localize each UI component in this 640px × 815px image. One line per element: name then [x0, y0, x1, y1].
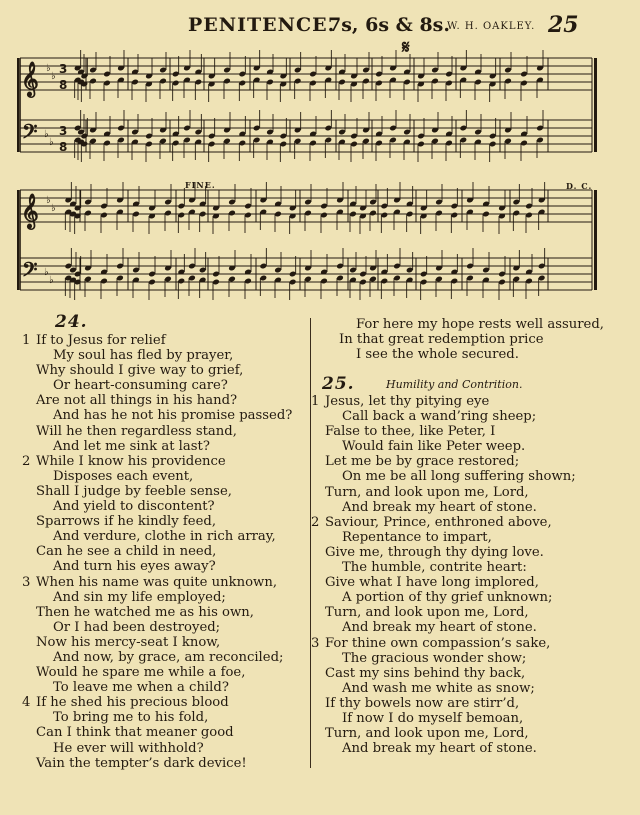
verse-number: 1: [22, 333, 31, 348]
verse-text: Turn, and look upon me, Lord,: [325, 484, 529, 500]
flat-icon: ♭: [51, 203, 56, 214]
verse-text: And has he not his promise passed?: [53, 408, 293, 424]
verse-line: [22, 710, 307, 725]
verse-number: 3: [311, 635, 320, 651]
verse-line: [22, 408, 307, 423]
treble-clef-icon: 𝄞: [21, 194, 39, 229]
verse-line: [22, 620, 307, 635]
verse-line: [311, 469, 611, 484]
verse-text: Saviour, Prince, enthroned above,: [325, 514, 552, 530]
flat-icon: ♭: [46, 195, 51, 206]
treble-clef-icon: 𝄞: [21, 62, 39, 97]
verse-text: A portion of thy grief unknown;: [342, 590, 553, 606]
verse-text: To leave me when a child?: [53, 680, 229, 696]
verse-text: Cast my sins behind thy back,: [325, 665, 526, 681]
verse-line: [22, 544, 307, 559]
music-notation: [0, 0, 640, 310]
verse-line: [311, 439, 611, 454]
verse-text: Give me, through thy dying love.: [325, 544, 544, 560]
verse-text: Would he spare me while a foe,: [36, 665, 246, 681]
verse-line: [22, 680, 307, 695]
verse-text: He ever will withhold?: [53, 740, 204, 756]
verse-text: If now I do myself bemoan,: [342, 710, 524, 726]
verse-text: For here my hope rests well assured,: [356, 317, 604, 332]
verse-line: [22, 484, 307, 499]
verse-line: [325, 317, 625, 332]
verse-text: Then he watched me as his own,: [36, 604, 254, 620]
verse-line: [311, 409, 611, 424]
final-bar-thick: [594, 190, 597, 290]
verse-line: [311, 500, 611, 515]
verse-line: [22, 756, 307, 771]
hymn-25-text: [311, 394, 611, 756]
verse-number: 2: [22, 453, 31, 469]
dc-label: D. C.: [566, 181, 593, 191]
verse-text: Turn, and look upon me, Lord,: [325, 726, 529, 742]
verse-line: [311, 575, 611, 590]
verse-text: Sparrows if he kindly feed,: [36, 514, 217, 530]
verse-text: Call back a wand’ring sheep;: [342, 409, 537, 425]
verse-text: On me be all long suffering shown;: [342, 469, 576, 485]
hymn-24-continued-text: [325, 317, 625, 362]
verse-line: [22, 725, 307, 740]
verse-line: [311, 530, 611, 545]
verse-line: [311, 515, 611, 530]
verse-line: [22, 559, 307, 574]
verse-text: If thy bowels now are stirr’d,: [325, 695, 520, 711]
verse-text: And let me sink at last?: [53, 438, 210, 454]
verse-line: [22, 378, 307, 393]
verse-text: If he shed his precious blood: [36, 695, 229, 711]
verse-line: [22, 454, 307, 469]
verse-text: And sin my life employed;: [53, 589, 226, 605]
verse-line: [311, 681, 611, 696]
verse-line: [22, 439, 307, 454]
verse-text: The humble, contrite heart:: [342, 560, 527, 576]
verse-text: To bring me to his fold,: [53, 710, 209, 726]
fine-label: FINE.: [185, 180, 216, 190]
verse-text: Jesus, let thy pitying eye: [325, 394, 490, 409]
verse-text: And now, by grace, am reconciled;: [53, 649, 284, 665]
verse-line: [311, 726, 611, 741]
verse-text: Or heart-consuming care?: [53, 378, 228, 394]
verse-line: [22, 469, 307, 484]
verse-line: [22, 635, 307, 650]
verse-text: False to thee, like Peter, I: [325, 424, 496, 440]
verse-number: 1: [311, 394, 320, 409]
bass-clef-icon: 𝄢: [22, 120, 38, 148]
hymn-tune-title: PENITENCE.: [188, 14, 336, 36]
system-brace: [17, 190, 19, 290]
verse-text: Or I had been destroyed;: [53, 619, 221, 635]
verse-text: And break my heart of stone.: [342, 499, 537, 515]
time-signature-top: 3: [59, 124, 68, 138]
verse-text: For thine own compassion’s sake,: [325, 635, 551, 651]
verse-line: [311, 545, 611, 560]
final-bar-thick: [594, 58, 597, 152]
verse-text: I see the whole secured.: [356, 347, 519, 363]
verse-line: [22, 348, 307, 363]
verse-line: [22, 393, 307, 408]
system-brace: [17, 58, 19, 152]
hymn-25-heading: Humility and Contrition.: [386, 378, 523, 391]
verse-text: When his name was quite unknown,: [36, 574, 278, 590]
verse-line: [22, 741, 307, 756]
verse-line: [22, 529, 307, 544]
flat-icon: ♭: [49, 275, 54, 286]
verse-text: Repentance to impart,: [342, 529, 492, 545]
segno-icon: 𝄋: [402, 37, 410, 58]
verse-text: Will he then regardless stand,: [36, 423, 237, 439]
verse-line: [22, 695, 307, 710]
verse-text: Why should I give way to grief,: [36, 363, 244, 379]
verse-text: Would fain like Peter weep.: [342, 439, 526, 455]
verse-text: In that great redemption price: [339, 332, 544, 348]
flat-icon: ♭: [51, 71, 56, 82]
time-signature-top: 3: [59, 62, 68, 76]
hymn-24-text: [22, 333, 307, 771]
page-number: 25: [548, 12, 579, 38]
verse-line: [22, 363, 307, 378]
verse-line: [22, 605, 307, 620]
verse-line: [311, 651, 611, 666]
hymn-25-number: 25.: [322, 374, 355, 394]
verse-text: Vain the tempter’s dark device!: [36, 755, 247, 771]
verse-line: [22, 514, 307, 529]
verse-line: [311, 605, 611, 620]
hymn-24-number: 24.: [55, 312, 88, 332]
flat-icon: ♭: [49, 137, 54, 148]
verse-line: [311, 696, 611, 711]
verse-line: [22, 650, 307, 665]
verse-text: My soul has fled by prayer,: [53, 348, 234, 364]
verse-number: 4: [22, 695, 31, 711]
verse-line: [325, 332, 625, 347]
verse-line: [22, 590, 307, 605]
verse-line: [22, 575, 307, 590]
verse-line: [325, 347, 625, 362]
verse-line: [311, 711, 611, 726]
verse-text: The gracious wonder show;: [342, 650, 527, 666]
verse-line: [311, 560, 611, 575]
verse-text: Can he see a child in need,: [36, 544, 217, 560]
verse-line: [311, 485, 611, 500]
time-signature-bottom: 8: [59, 140, 68, 154]
verse-line: [311, 590, 611, 605]
bass-clef-icon: 𝄢: [22, 258, 38, 286]
verse-text: While I know his providence: [36, 453, 226, 469]
verse-text: Disposes each event,: [53, 468, 194, 484]
flat-icon: ♭: [44, 129, 49, 140]
composer-credit: W. H. OAKLEY.: [447, 21, 536, 32]
verse-line: [311, 666, 611, 681]
hymn-meter: 7s, 6s & 8s.: [328, 14, 450, 36]
verse-text: Now his mercy-seat I know,: [36, 634, 221, 650]
verse-line: [311, 741, 611, 756]
verse-text: And yield to discontent?: [53, 499, 215, 515]
verse-line: [311, 454, 611, 469]
verse-line: [311, 394, 611, 409]
verse-line: [311, 636, 611, 651]
verse-line: [22, 333, 307, 348]
verse-line: [311, 620, 611, 635]
flat-icon: ♭: [44, 267, 49, 278]
verse-number: 2: [311, 514, 320, 530]
verse-line: [311, 424, 611, 439]
time-signature-bottom: 8: [59, 78, 68, 92]
verse-text: And wash me white as snow;: [342, 680, 535, 696]
verse-text: Are not all things in his hand?: [36, 393, 238, 409]
verse-line: [22, 424, 307, 439]
verse-text: Turn, and look upon me, Lord,: [325, 605, 529, 621]
verse-text: Can I think that meaner good: [36, 725, 234, 741]
verse-line: [22, 665, 307, 680]
verse-text: And break my heart of stone.: [342, 741, 537, 757]
verse-text: And verdure, clothe in rich array,: [53, 529, 276, 545]
verse-line: [22, 499, 307, 514]
verse-text: Give what I have long implored,: [325, 575, 539, 591]
verse-text: If to Jesus for relief: [36, 333, 166, 348]
verse-text: And break my heart of stone.: [342, 620, 537, 636]
verse-text: Shall I judge by feeble sense,: [36, 483, 232, 499]
verse-number: 3: [22, 574, 31, 590]
verse-text: And turn his eyes away?: [53, 559, 216, 575]
verse-text: Let me be by grace restored;: [325, 454, 520, 470]
flat-icon: ♭: [46, 63, 51, 74]
